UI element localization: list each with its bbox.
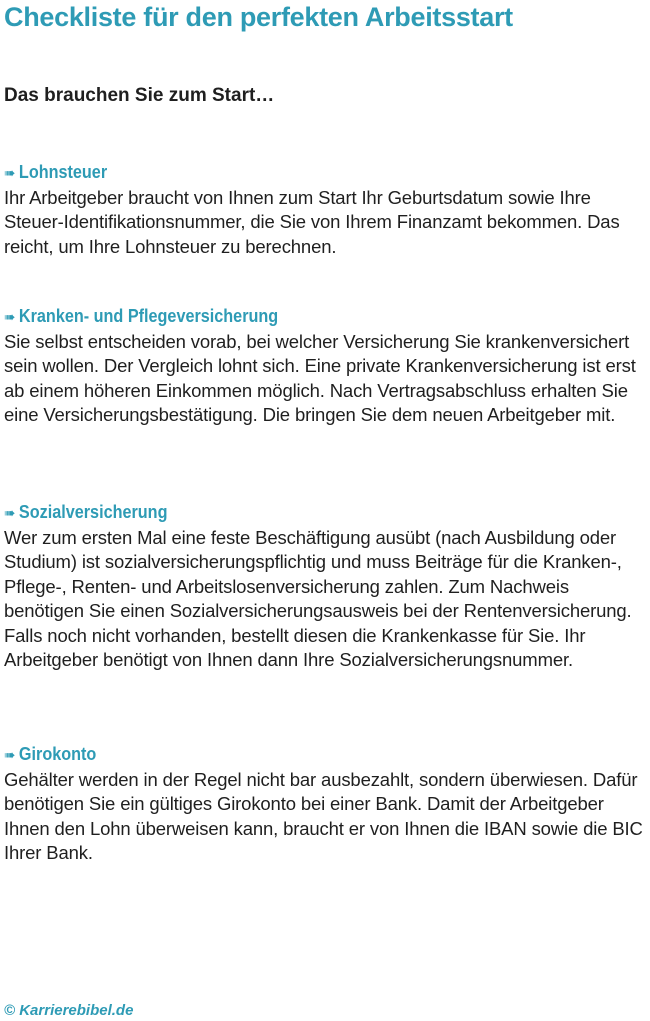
footer-copyright: © Karrierebibel.de [4,1002,134,1019]
section-heading [4,160,585,186]
section-heading-text: Lohnsteuer [18,162,108,182]
section-text: Gehälter werden in der Regel nicht bar ausbezahlt, sondern überwiesen. Dafür benötigen Sie ein gültiges Girokonto bei einer Bank. Damit der Arbeitgeber Ihnen den Lohn überweisen kann, braucht er von Ihnen die IBAN sowie die BIC Ihrer Bank. [4,769,643,864]
section-heading [4,304,585,330]
arrow-right-icon: ➠ [4,747,16,764]
section-lohnsteuer [4,160,650,259]
section-heading [4,500,585,526]
arrow-right-icon: ➠ [4,165,16,182]
section-girokonto [4,742,650,866]
page-subtitle: Das brauchen Sie zum Start… [4,85,275,106]
section-heading-text: Kranken- und Pflegeversicherung [18,306,279,326]
section-sozialversicherung [4,500,650,672]
section-heading-text: Girokonto [18,744,97,764]
section-text: Sie selbst entscheiden vorab, bei welcher Versicherung Sie krankenversichert sein wollen. Der Vergleich lohnt sich. Eine private Krankenversicherung ist erst ab einem höheren Einkommen möglich. Nach Vertragsabschluss erhalten Sie eine Versicherungsbestätigung. Die bringen Sie dem neuen Arbeitgeber mit. [4,331,636,426]
page-title: Checkliste für den perfekten Arbeitsstart [4,2,513,32]
section-heading [4,742,585,768]
section-heading-text: Sozialversicherung [18,502,168,522]
section-text: Ihr Arbeitgeber braucht von Ihnen zum Start Ihr Geburtsdatum sowie Ihre Steuer-Identifikationsnummer, die Sie von Ihrem Finanzamt bekommen. Das reicht, um Ihre Lohnsteuer zu berechnen. [4,187,620,257]
section-krankenversicherung [4,304,650,428]
section-text: Wer zum ersten Mal eine feste Beschäftigung ausübt (nach Ausbildung oder Studium) ist sozialversicherungspflichtig und muss Beiträge für die Kranken-, Pflege-, Renten- und Arbeitslosenversicherung zahlen. Zum Nachweis benötigen Sie einen Sozialversicherungsausweis bei der Rentenversicherung. Falls noch nicht vorhanden, bestellt diesen die Krankenkasse für Sie. Ihr Arbeitgeber benötigt von Ihnen dann Ihre Sozialversicherungsnummer. [4,527,632,671]
arrow-right-icon: ➠ [4,309,16,326]
arrow-right-icon: ➠ [4,505,16,522]
